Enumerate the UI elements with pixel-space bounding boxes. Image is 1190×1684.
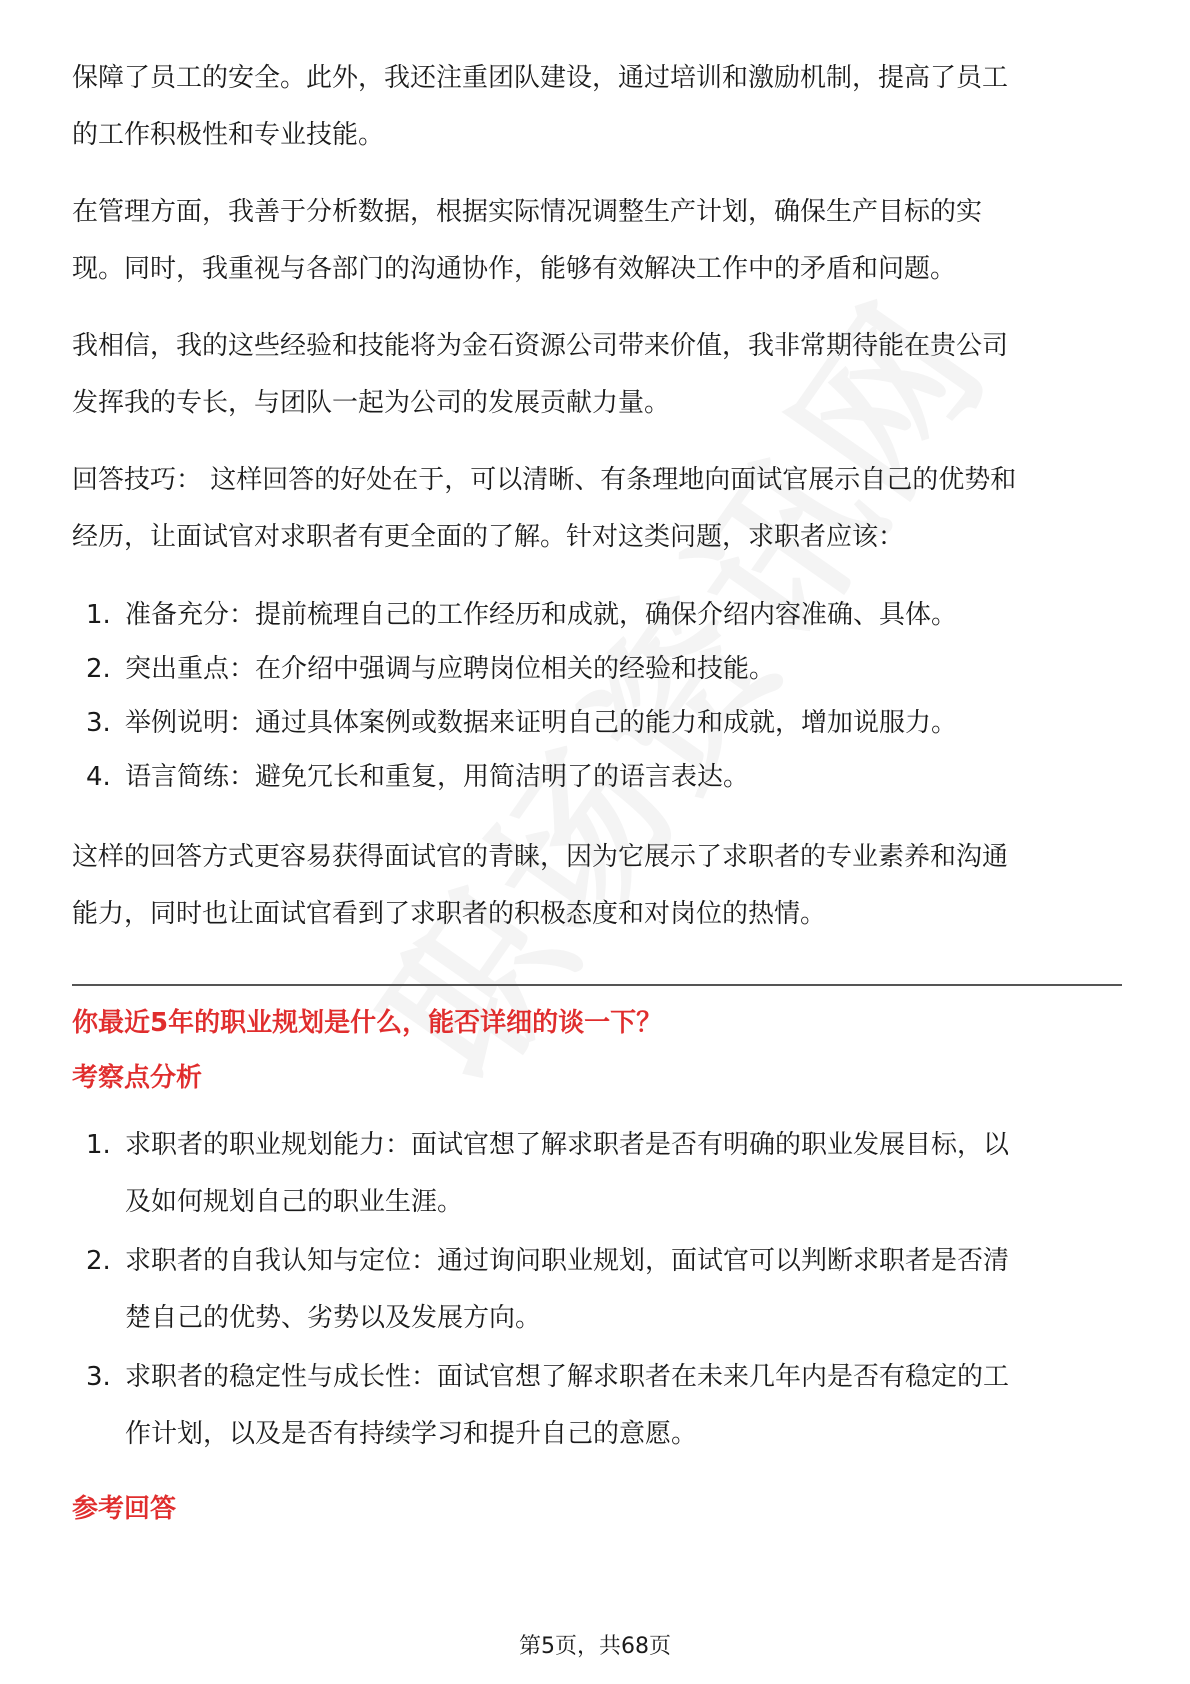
list-text	[125, 1233, 1125, 1347]
list-number: 3.	[86, 1362, 111, 1392]
answer-tips-paragraph	[72, 452, 1122, 566]
paragraph-2	[72, 184, 1122, 298]
list-text-line: 求职者的稳定性与成长性：面试官想了解求职者在未来几年内是否有稳定的工	[125, 1362, 1010, 1392]
paragraph-line: 现。同时，我重视与各部门的沟通协作，能够有效解决工作中的矛盾和问题。	[72, 254, 957, 284]
analysis-heading: 考察点分析	[72, 1063, 203, 1093]
list-text: 突出重点：在介绍中强调与应聘岗位相关的经验和技能。	[125, 654, 776, 684]
list-text-line: 作计划，以及是否有持续学习和提升自己的意愿。	[125, 1419, 698, 1449]
list-text: 语言简练：避免冗长和重复，用简洁明了的语言表达。	[125, 762, 750, 792]
list-text	[125, 1117, 1125, 1231]
list-number: 2.	[86, 1246, 111, 1276]
list-text-line: 楚自己的优势、劣势以及发展方向。	[125, 1303, 542, 1333]
paragraph-line: 这样的回答方式更容易获得面试官的青睐，因为它展示了求职者的专业素养和沟通	[72, 842, 1009, 872]
paragraph-3	[72, 318, 1122, 432]
paragraph-line: 发挥我的专长，与团队一起为公司的发展贡献力量。	[72, 388, 671, 418]
list-number: 2.	[86, 654, 111, 684]
paragraph-5	[72, 829, 1122, 943]
section-divider	[72, 984, 1122, 986]
list-number: 1.	[86, 1130, 111, 1160]
list-text-line: 及如何规划自己的职业生涯。	[125, 1187, 464, 1217]
list-number: 4.	[86, 762, 111, 792]
list-number: 3.	[86, 708, 111, 738]
paragraph-line: 的工作积极性和专业技能。	[72, 120, 385, 150]
list-number: 1.	[86, 600, 111, 630]
paragraph-line: 保障了员工的安全。此外，我还注重团队建设，通过培训和激励机制，提高了员工	[72, 63, 1009, 93]
list-text	[125, 1349, 1125, 1463]
paragraph-line: 我相信，我的这些经验和技能将为金石资源公司带来价值，我非常期待能在贵公司	[72, 331, 1009, 361]
page-footer: 第5页，共68页	[519, 1634, 671, 1659]
list-text: 举例说明：通过具体案例或数据来证明自己的能力和成就，增加说服力。	[125, 708, 958, 738]
paragraph-1	[72, 50, 1122, 164]
paragraph-line: 经历，让面试官对求职者有更全面的了解。针对这类问题，求职者应该：	[72, 522, 905, 552]
paragraph-line: 在管理方面，我善于分析数据，根据实际情况调整生产计划，确保生产目标的实	[72, 197, 983, 227]
reference-answer-heading: 参考回答	[72, 1494, 177, 1524]
list-text-line: 求职者的自我认知与定位：通过询问职业规划，面试官可以判断求职者是否清	[125, 1246, 1010, 1276]
list-text: 准备充分：提前梳理自己的工作经历和成就，确保介绍内容准确、具体。	[125, 600, 958, 630]
paragraph-line: 回答技巧： 这样回答的好处在于，可以清晰、有条理地向面试官展示自己的优势和	[72, 465, 1017, 495]
question-heading: 你最近5年的职业规划是什么，能否详细的谈一下？	[72, 1008, 663, 1038]
list-text-line: 求职者的职业规划能力：面试官想了解求职者是否有明确的职业发展目标，以	[125, 1130, 1010, 1160]
paragraph-line: 能力，同时也让面试官看到了求职者的积极态度和对岗位的热情。	[72, 899, 827, 929]
